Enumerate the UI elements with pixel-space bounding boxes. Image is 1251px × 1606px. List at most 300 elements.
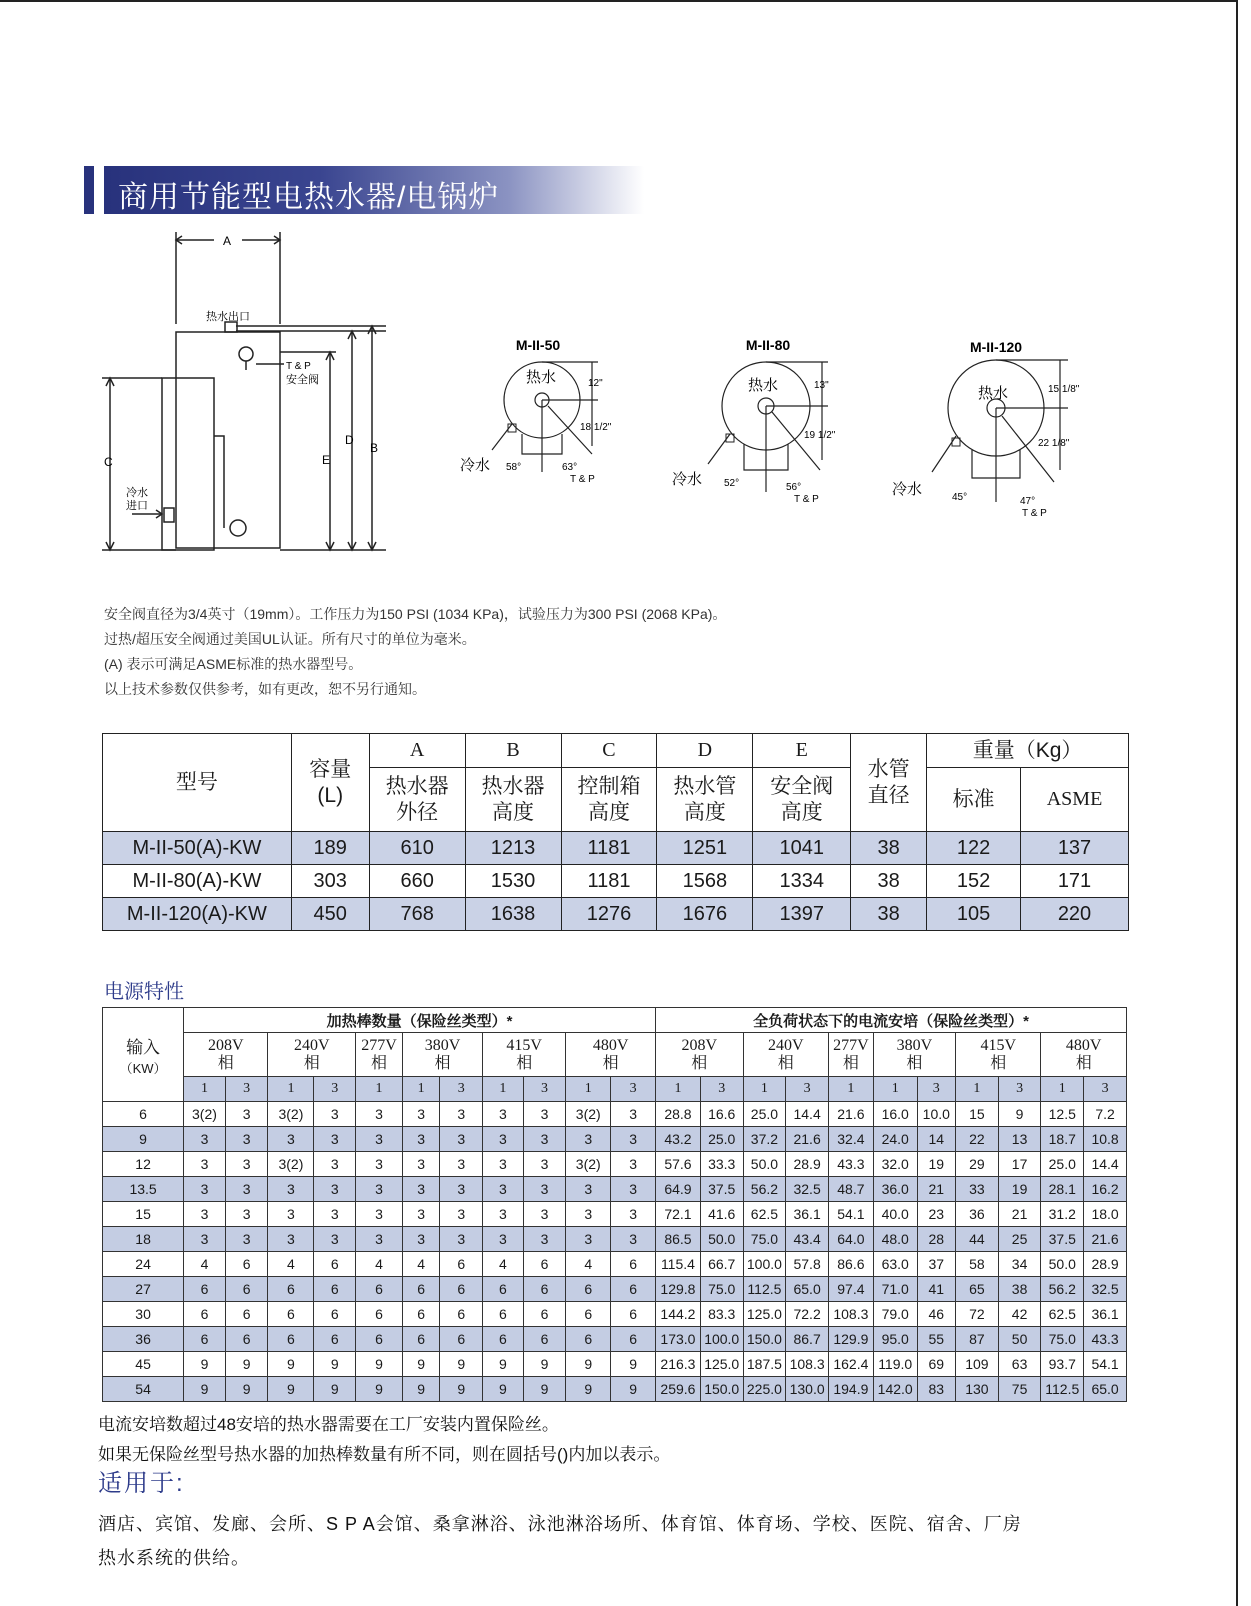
heater-count-cell: 6 bbox=[268, 1327, 314, 1352]
input-kw-cell: 15 bbox=[103, 1202, 184, 1227]
current-cell: 10.0 bbox=[917, 1102, 955, 1127]
current-cell: 97.4 bbox=[828, 1277, 873, 1302]
current-cell: 31.2 bbox=[1041, 1202, 1084, 1227]
current-cell: 57.6 bbox=[656, 1152, 701, 1177]
header-e-desc: 安全阀 高度 bbox=[753, 768, 851, 832]
left-angle: 45° bbox=[952, 492, 968, 503]
phase-header: 3 bbox=[225, 1077, 268, 1102]
heater-count-cell: 3 bbox=[611, 1102, 656, 1127]
current-cell: 56.2 bbox=[743, 1177, 786, 1202]
phase-header: 3 bbox=[314, 1077, 356, 1102]
current-cell: 43.3 bbox=[828, 1152, 873, 1177]
heater-count-cell: 3 bbox=[566, 1127, 611, 1152]
heater-count-cell: 9 bbox=[483, 1377, 524, 1402]
phase-header: 1 bbox=[483, 1077, 524, 1102]
spec-row bbox=[103, 865, 1129, 898]
heater-count-cell: 3 bbox=[483, 1152, 524, 1177]
spec-cell: 38 bbox=[851, 898, 927, 931]
heater-count-cell: 3 bbox=[403, 1227, 440, 1252]
current-cell: 194.9 bbox=[828, 1377, 873, 1402]
current-cell: 38 bbox=[998, 1277, 1041, 1302]
current-cell: 19 bbox=[917, 1152, 955, 1177]
heater-count-cell: 4 bbox=[356, 1252, 403, 1277]
heater-count-cell: 6 bbox=[314, 1252, 356, 1277]
phase-header: 1 bbox=[656, 1077, 701, 1102]
heater-count-cell: 6 bbox=[440, 1252, 483, 1277]
heater-diagram bbox=[96, 228, 406, 568]
current-cell: 9 bbox=[998, 1102, 1041, 1127]
note-3: (A) 表示可满足ASME标准的热水器型号。 bbox=[104, 656, 363, 672]
heater-count-cell: 3 bbox=[356, 1177, 403, 1202]
current-cell: 42 bbox=[998, 1302, 1041, 1327]
voltage-header: 415V 相 bbox=[956, 1033, 1041, 1077]
current-cell: 22 bbox=[956, 1127, 999, 1152]
current-cell: 75.0 bbox=[743, 1227, 786, 1252]
spec-cell: 105 bbox=[927, 898, 1021, 931]
voltage-header: 240V 相 bbox=[268, 1033, 356, 1077]
current-cell: 32.0 bbox=[873, 1152, 917, 1177]
phase-header: 3 bbox=[700, 1077, 743, 1102]
heater-count-cell: 6 bbox=[356, 1302, 403, 1327]
current-cell: 21 bbox=[917, 1177, 955, 1202]
current-cell: 64.0 bbox=[828, 1227, 873, 1252]
current-cell: 18.7 bbox=[1041, 1127, 1084, 1152]
spec-cell: 660 bbox=[369, 865, 465, 898]
heater-count-cell: 3(2) bbox=[566, 1102, 611, 1127]
hot-label: 热水 bbox=[748, 377, 779, 394]
current-cell: 41 bbox=[917, 1277, 955, 1302]
heater-count-cell: 3 bbox=[356, 1152, 403, 1177]
heater-count-cell: 3 bbox=[566, 1227, 611, 1252]
spec-cell: 1181 bbox=[561, 832, 657, 865]
phase-header: 1 bbox=[184, 1077, 226, 1102]
spec-model-cell: M-II-80(A)-KW bbox=[103, 865, 292, 898]
phase-header: 1 bbox=[1041, 1077, 1084, 1102]
heater-count-cell: 3 bbox=[440, 1127, 483, 1152]
heater-count-cell: 9 bbox=[356, 1377, 403, 1402]
current-cell: 37.5 bbox=[700, 1177, 743, 1202]
spec-cell: 1530 bbox=[465, 865, 561, 898]
current-cell: 187.5 bbox=[743, 1352, 786, 1377]
current-cell: 83.3 bbox=[700, 1302, 743, 1327]
heater-count-cell: 9 bbox=[403, 1352, 440, 1377]
heater-count-cell: 9 bbox=[225, 1352, 268, 1377]
heater-count-cell: 9 bbox=[403, 1377, 440, 1402]
current-cell: 63 bbox=[998, 1352, 1041, 1377]
current-cell: 37 bbox=[917, 1252, 955, 1277]
current-cell: 10.8 bbox=[1084, 1127, 1127, 1152]
current-cell: 62.5 bbox=[1041, 1302, 1084, 1327]
heater-count-cell: 3 bbox=[356, 1202, 403, 1227]
heater-count-cell: 9 bbox=[566, 1352, 611, 1377]
heater-count-cell: 3 bbox=[314, 1227, 356, 1252]
current-cell: 14.4 bbox=[1084, 1152, 1127, 1177]
spec-cell: 1638 bbox=[465, 898, 561, 931]
heater-count-cell: 3(2) bbox=[184, 1102, 226, 1127]
heater-count-cell: 3 bbox=[440, 1152, 483, 1177]
right-angle: 63° bbox=[562, 462, 578, 473]
current-cell: 29 bbox=[956, 1152, 999, 1177]
heater-count-cell: 6 bbox=[483, 1327, 524, 1352]
current-cell: 162.4 bbox=[828, 1352, 873, 1377]
current-cell: 112.5 bbox=[1041, 1377, 1084, 1402]
input-kw-cell: 24 bbox=[103, 1252, 184, 1277]
phase-header: 3 bbox=[611, 1077, 656, 1102]
heater-count-cell: 6 bbox=[225, 1302, 268, 1327]
heater-count-cell: 4 bbox=[483, 1252, 524, 1277]
current-cell: 65.0 bbox=[1084, 1377, 1127, 1402]
heater-count-cell: 3 bbox=[611, 1227, 656, 1252]
heater-count-cell: 3 bbox=[483, 1102, 524, 1127]
current-cell: 56.2 bbox=[1041, 1277, 1084, 1302]
spec-cell: 1213 bbox=[465, 832, 561, 865]
spec-cell: 171 bbox=[1021, 865, 1129, 898]
current-cell: 48.0 bbox=[873, 1227, 917, 1252]
heater-count-cell: 6 bbox=[523, 1277, 566, 1302]
spec-row bbox=[103, 898, 1129, 931]
heater-count-cell: 3 bbox=[523, 1102, 566, 1127]
current-cell: 28.9 bbox=[786, 1152, 829, 1177]
current-cell: 216.3 bbox=[656, 1352, 701, 1377]
current-cell: 150.0 bbox=[700, 1377, 743, 1402]
apply-text-1: 酒店、宾馆、发廊、会所、S P A会馆、桑拿淋浴、泳池淋浴场所、体育馆、体育场、学校、医院、宿舍、厂房 bbox=[98, 1514, 1022, 1534]
current-cell: 57.8 bbox=[786, 1252, 829, 1277]
header-c-desc: 控制箱 高度 bbox=[561, 768, 657, 832]
heater-count-cell: 9 bbox=[523, 1352, 566, 1377]
input-kw-cell: 30 bbox=[103, 1302, 184, 1327]
heater-count-cell: 3 bbox=[268, 1227, 314, 1252]
heater-count-cell: 9 bbox=[184, 1377, 226, 1402]
power-table bbox=[102, 1007, 1127, 1402]
heater-count-cell: 3 bbox=[483, 1177, 524, 1202]
heater-count-cell: 9 bbox=[314, 1377, 356, 1402]
heater-count-cell: 3 bbox=[566, 1202, 611, 1227]
heater-count-cell: 3 bbox=[403, 1177, 440, 1202]
heater-count-cell: 3 bbox=[611, 1152, 656, 1177]
model-label: M-II-80 bbox=[745, 337, 791, 353]
current-cell: 43.3 bbox=[1084, 1327, 1127, 1352]
heater-count-cell: 4 bbox=[184, 1252, 226, 1277]
right-angle: 56° bbox=[786, 482, 802, 493]
current-cell: 129.9 bbox=[828, 1327, 873, 1352]
header-a: A bbox=[369, 734, 465, 768]
heater-count-cell: 6 bbox=[225, 1277, 268, 1302]
heater-count-cell: 3 bbox=[356, 1227, 403, 1252]
current-cell: 54.1 bbox=[828, 1202, 873, 1227]
heater-count-cell: 9 bbox=[440, 1352, 483, 1377]
header-input: 输入 （KW） bbox=[103, 1008, 184, 1102]
spec-cell: 1041 bbox=[753, 832, 851, 865]
heater-count-cell: 6 bbox=[314, 1302, 356, 1327]
current-cell: 50.0 bbox=[743, 1152, 786, 1177]
current-cell: 86.6 bbox=[828, 1252, 873, 1277]
heater-count-cell: 9 bbox=[314, 1352, 356, 1377]
title-bar bbox=[84, 166, 644, 214]
header-model: 型号 bbox=[103, 734, 292, 832]
hot-label: 热水 bbox=[978, 385, 1009, 402]
heater-count-cell: 3 bbox=[184, 1202, 226, 1227]
cold-in-label-1: 冷水 bbox=[126, 487, 148, 499]
current-cell: 83 bbox=[917, 1377, 955, 1402]
header-weight-asme: ASME bbox=[1021, 768, 1129, 832]
current-cell: 72.1 bbox=[656, 1202, 701, 1227]
phase-header: 3 bbox=[786, 1077, 829, 1102]
voltage-header: 480V 相 bbox=[1041, 1033, 1127, 1077]
current-cell: 32.5 bbox=[786, 1177, 829, 1202]
current-cell: 36.1 bbox=[1084, 1302, 1127, 1327]
header-pipe: 水管 直径 bbox=[851, 734, 927, 832]
phase-header: 1 bbox=[403, 1077, 440, 1102]
right-angle: 47° bbox=[1020, 496, 1036, 507]
power-row bbox=[103, 1127, 1127, 1152]
current-cell: 173.0 bbox=[656, 1327, 701, 1352]
current-cell: 55 bbox=[917, 1327, 955, 1352]
current-cell: 75 bbox=[998, 1377, 1041, 1402]
current-cell: 21 bbox=[998, 1202, 1041, 1227]
current-cell: 225.0 bbox=[743, 1377, 786, 1402]
voltage-header: 208V 相 bbox=[184, 1033, 268, 1077]
heater-count-cell: 9 bbox=[225, 1377, 268, 1402]
heater-count-cell: 6 bbox=[566, 1327, 611, 1352]
current-cell: 130 bbox=[956, 1377, 999, 1402]
left-angle: 58° bbox=[506, 462, 522, 473]
heater-count-cell: 3 bbox=[268, 1177, 314, 1202]
heater-count-cell: 9 bbox=[566, 1377, 611, 1402]
current-cell: 50.0 bbox=[1041, 1252, 1084, 1277]
current-cell: 16.0 bbox=[873, 1102, 917, 1127]
heater-count-cell: 6 bbox=[440, 1302, 483, 1327]
heater-count-cell: 4 bbox=[268, 1252, 314, 1277]
spec-cell: 1181 bbox=[561, 865, 657, 898]
current-cell: 46 bbox=[917, 1302, 955, 1327]
current-cell: 100.0 bbox=[743, 1252, 786, 1277]
current-cell: 100.0 bbox=[700, 1327, 743, 1352]
current-cell: 54.1 bbox=[1084, 1352, 1127, 1377]
heater-count-cell: 3 bbox=[440, 1202, 483, 1227]
heater-count-cell: 6 bbox=[225, 1327, 268, 1352]
heater-count-cell: 6 bbox=[184, 1327, 226, 1352]
phase-header: 1 bbox=[873, 1077, 917, 1102]
header-d: D bbox=[657, 734, 753, 768]
power-row bbox=[103, 1277, 1127, 1302]
input-kw-cell: 36 bbox=[103, 1327, 184, 1352]
header-weight: 重量（Kg） bbox=[927, 734, 1129, 768]
current-cell: 48.7 bbox=[828, 1177, 873, 1202]
current-cell: 150.0 bbox=[743, 1327, 786, 1352]
power-row bbox=[103, 1352, 1127, 1377]
spec-cell: 38 bbox=[851, 832, 927, 865]
spec-cell: 1276 bbox=[561, 898, 657, 931]
heater-count-cell: 6 bbox=[523, 1302, 566, 1327]
heater-count-cell: 9 bbox=[184, 1352, 226, 1377]
phase-header: 3 bbox=[917, 1077, 955, 1102]
spec-cell: 1251 bbox=[657, 832, 753, 865]
heater-count-cell: 4 bbox=[566, 1252, 611, 1277]
power-row bbox=[103, 1152, 1127, 1177]
heater-count-cell: 9 bbox=[611, 1377, 656, 1402]
heater-count-cell: 6 bbox=[566, 1277, 611, 1302]
voltage-header: 277V 相 bbox=[356, 1033, 403, 1077]
current-cell: 66.7 bbox=[700, 1252, 743, 1277]
heater-count-cell: 3 bbox=[611, 1127, 656, 1152]
top-view-m-ii-120 bbox=[892, 336, 1108, 526]
power-row bbox=[103, 1302, 1127, 1327]
spec-cell: 610 bbox=[369, 832, 465, 865]
voltage-header: 380V 相 bbox=[403, 1033, 483, 1077]
current-cell: 25.0 bbox=[743, 1102, 786, 1127]
heater-count-cell: 9 bbox=[523, 1377, 566, 1402]
input-kw-cell: 12 bbox=[103, 1152, 184, 1177]
current-cell: 28.9 bbox=[1084, 1252, 1127, 1277]
cold-label: 冷水 bbox=[892, 481, 923, 498]
heater-count-cell: 3 bbox=[268, 1127, 314, 1152]
power-row bbox=[103, 1177, 1127, 1202]
heater-count-cell: 3(2) bbox=[566, 1152, 611, 1177]
current-cell: 36 bbox=[956, 1202, 999, 1227]
current-cell: 130.0 bbox=[786, 1377, 829, 1402]
current-cell: 34 bbox=[998, 1252, 1041, 1277]
heater-count-cell: 6 bbox=[314, 1277, 356, 1302]
heater-count-cell: 3 bbox=[314, 1127, 356, 1152]
current-cell: 87 bbox=[956, 1327, 999, 1352]
current-cell: 86.5 bbox=[656, 1227, 701, 1252]
heater-count-cell: 9 bbox=[356, 1352, 403, 1377]
current-cell: 129.8 bbox=[656, 1277, 701, 1302]
current-cell: 19 bbox=[998, 1177, 1041, 1202]
current-cell: 62.5 bbox=[743, 1202, 786, 1227]
heater-count-cell: 6 bbox=[611, 1302, 656, 1327]
spec-cell: 303 bbox=[291, 865, 369, 898]
spec-cell: 137 bbox=[1021, 832, 1129, 865]
mid-dim: 19 1/2" bbox=[804, 430, 836, 441]
voltage-header: 415V 相 bbox=[483, 1033, 566, 1077]
heater-count-cell: 6 bbox=[611, 1327, 656, 1352]
voltage-header: 208V 相 bbox=[656, 1033, 744, 1077]
phase-header: 1 bbox=[356, 1077, 403, 1102]
current-cell: 7.2 bbox=[1084, 1102, 1127, 1127]
heater-count-cell: 3 bbox=[268, 1202, 314, 1227]
heater-count-cell: 3 bbox=[403, 1152, 440, 1177]
spec-cell: 38 bbox=[851, 865, 927, 898]
header-e: E bbox=[753, 734, 851, 768]
model-label: M-II-50 bbox=[515, 337, 561, 353]
current-cell: 40.0 bbox=[873, 1202, 917, 1227]
heater-count-cell: 6 bbox=[523, 1252, 566, 1277]
spec-cell: 1397 bbox=[753, 898, 851, 931]
current-cell: 75.0 bbox=[700, 1277, 743, 1302]
footnote-2: 如果无保险丝型号热水器的加热棒数量有所不同，则在圆括号()内加以表示。 bbox=[98, 1445, 671, 1464]
heater-count-cell: 3 bbox=[440, 1227, 483, 1252]
heater-count-cell: 3 bbox=[184, 1177, 226, 1202]
input-kw-cell: 54 bbox=[103, 1377, 184, 1402]
safety-valve-label: 安全阀 bbox=[286, 374, 319, 386]
heater-count-cell: 3 bbox=[611, 1202, 656, 1227]
heater-count-cell: 3 bbox=[314, 1152, 356, 1177]
phase-header: 3 bbox=[440, 1077, 483, 1102]
voltage-header: 240V 相 bbox=[743, 1033, 828, 1077]
header-weight-std: 标准 bbox=[927, 768, 1021, 832]
heater-count-cell: 3 bbox=[566, 1177, 611, 1202]
current-cell: 14 bbox=[917, 1127, 955, 1152]
heater-count-cell: 3 bbox=[440, 1177, 483, 1202]
current-cell: 37.2 bbox=[743, 1127, 786, 1152]
current-cell: 259.6 bbox=[656, 1377, 701, 1402]
heater-count-cell: 3 bbox=[184, 1127, 226, 1152]
current-cell: 115.4 bbox=[656, 1252, 701, 1277]
dim-d-label: D bbox=[345, 433, 354, 447]
heater-count-cell: 6 bbox=[611, 1277, 656, 1302]
note-1: 安全阀直径为3/4英寸（19mm）。工作压力为150 PSI (1034 KPa)，试验压力为300 PSI (2068 KPa)。 bbox=[104, 606, 727, 622]
heater-count-cell: 3 bbox=[403, 1202, 440, 1227]
heater-count-cell: 3 bbox=[314, 1102, 356, 1127]
current-cell: 125.0 bbox=[743, 1302, 786, 1327]
current-cell: 144.2 bbox=[656, 1302, 701, 1327]
voltage-header: 277V 相 bbox=[828, 1033, 873, 1077]
mid-dim: 18 1/2" bbox=[580, 422, 612, 433]
heater-count-cell: 6 bbox=[314, 1327, 356, 1352]
current-cell: 79.0 bbox=[873, 1302, 917, 1327]
power-row bbox=[103, 1102, 1127, 1127]
current-cell: 25.0 bbox=[700, 1127, 743, 1152]
spec-row bbox=[103, 832, 1129, 865]
current-cell: 18.0 bbox=[1084, 1202, 1127, 1227]
heater-count-cell: 3 bbox=[225, 1177, 268, 1202]
heater-count-cell: 3 bbox=[523, 1227, 566, 1252]
current-cell: 44 bbox=[956, 1227, 999, 1252]
hot-label: 热水 bbox=[526, 369, 557, 386]
current-cell: 41.6 bbox=[700, 1202, 743, 1227]
current-cell: 28 bbox=[917, 1227, 955, 1252]
current-cell: 25.0 bbox=[1041, 1152, 1084, 1177]
mid-dim: 22 1/8" bbox=[1038, 438, 1070, 449]
heater-count-cell: 9 bbox=[268, 1377, 314, 1402]
current-cell: 16.2 bbox=[1084, 1177, 1127, 1202]
current-cell: 36.1 bbox=[786, 1202, 829, 1227]
heater-count-cell: 3(2) bbox=[268, 1102, 314, 1127]
heater-count-cell: 3 bbox=[225, 1127, 268, 1152]
heater-count-cell: 9 bbox=[483, 1352, 524, 1377]
current-cell: 112.5 bbox=[743, 1277, 786, 1302]
heater-count-cell: 6 bbox=[611, 1252, 656, 1277]
current-cell: 43.4 bbox=[786, 1227, 829, 1252]
spec-cell: 220 bbox=[1021, 898, 1129, 931]
model-label: M-II-120 bbox=[969, 339, 1023, 355]
heater-count-cell: 6 bbox=[268, 1277, 314, 1302]
heater-count-cell: 3 bbox=[314, 1202, 356, 1227]
current-cell: 75.0 bbox=[1041, 1327, 1084, 1352]
spec-table bbox=[102, 733, 1129, 931]
current-cell: 21.6 bbox=[828, 1102, 873, 1127]
input-kw-cell: 45 bbox=[103, 1352, 184, 1377]
heater-count-cell: 3 bbox=[184, 1152, 226, 1177]
input-kw-cell: 18 bbox=[103, 1227, 184, 1252]
note-4: 以上技术参数仅供参考，如有更改，恕不另行通知。 bbox=[104, 681, 426, 697]
apply-title: 适用于: bbox=[98, 1470, 185, 1497]
spec-cell: 189 bbox=[291, 832, 369, 865]
heater-count-cell: 3 bbox=[483, 1202, 524, 1227]
heater-count-cell: 6 bbox=[356, 1327, 403, 1352]
current-cell: 21.6 bbox=[786, 1127, 829, 1152]
current-cell: 142.0 bbox=[873, 1377, 917, 1402]
heater-count-cell: 3 bbox=[356, 1127, 403, 1152]
heater-count-cell: 3 bbox=[523, 1202, 566, 1227]
header-b: B bbox=[465, 734, 561, 768]
phase-header: 1 bbox=[566, 1077, 611, 1102]
current-cell: 32.5 bbox=[1084, 1277, 1127, 1302]
footnote-1: 电流安培数超过48安培的热水器需要在工厂安装内置保险丝。 bbox=[98, 1415, 559, 1434]
current-cell: 86.7 bbox=[786, 1327, 829, 1352]
input-kw-cell: 13.5 bbox=[103, 1177, 184, 1202]
